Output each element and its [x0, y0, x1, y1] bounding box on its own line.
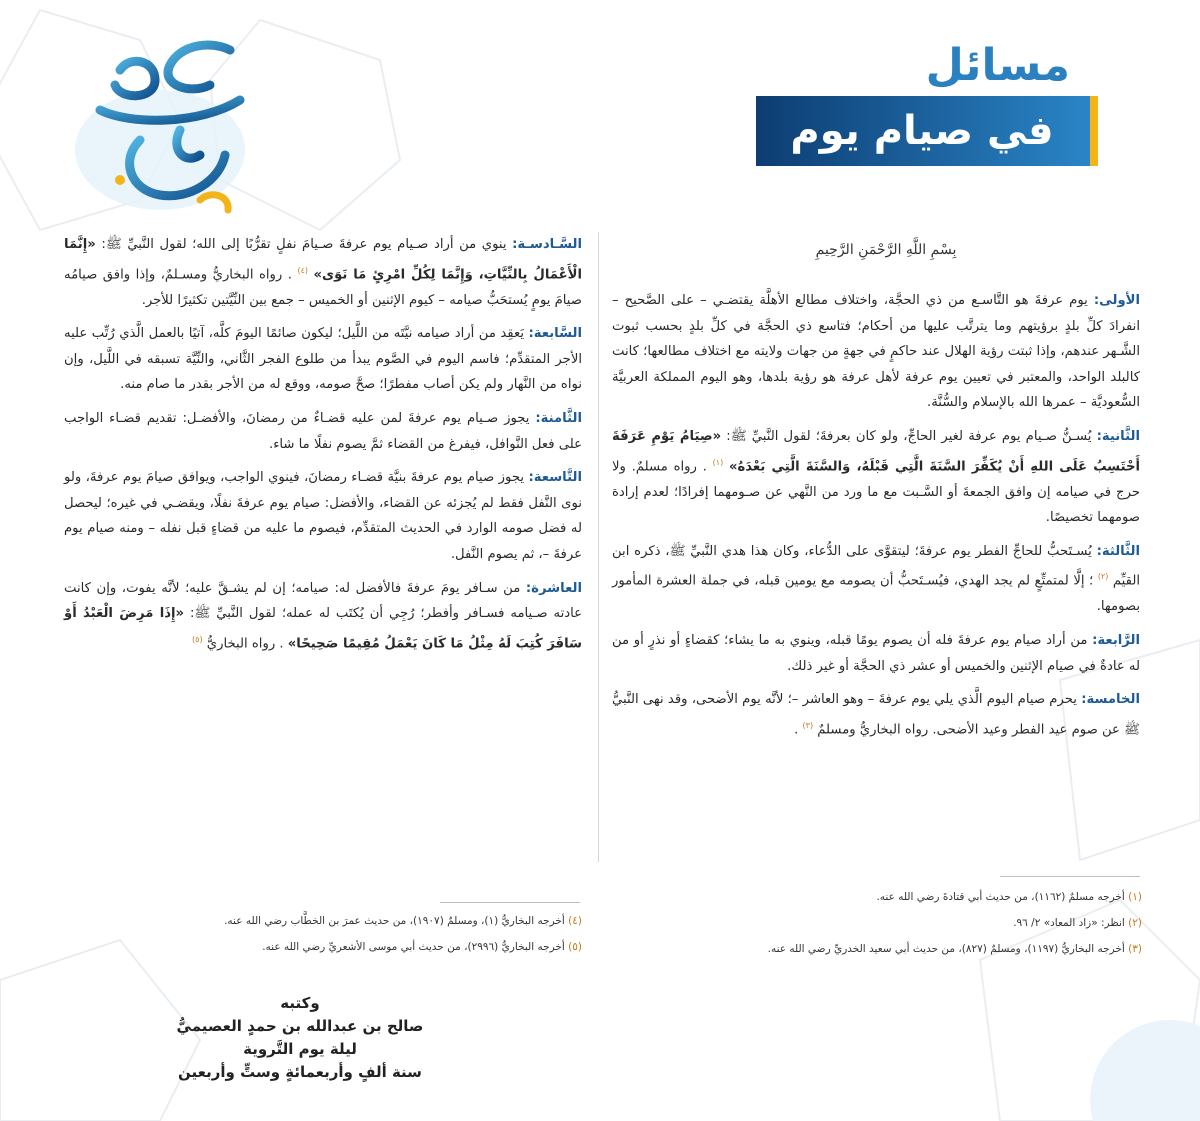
logo [60, 30, 280, 220]
paragraph [612, 687, 1140, 743]
page-title [740, 38, 1100, 94]
left-column [64, 232, 582, 665]
signature-author: صالح بن عبدالله بن حمدٍ العصيميُّ [176, 1017, 424, 1035]
paragraph-text: يُسـتَحبُّ للحاجِّ الفطر يوم عرفةَ؛ ليتقوَّى على الدُّعاء، وكان هذا هدي النَّبيِّ ﷺ، ذكره ابن القيِّم [612, 543, 1141, 589]
bismillah: بِسْمِ اللَّهِ الرَّحْمَنِ الرَّحِيمِ [815, 242, 957, 258]
footnote-ref: (١) [712, 457, 724, 467]
hadith-quote: «إِنَّمَا الْأَعْمَالُ بِالنِّيَّاتِ، وَإِنَّمَا لِكُلِّ امْرِئٍ مَا نَوَى» [64, 237, 582, 282]
signature-date: ليلة يوم التَّروية [243, 1040, 357, 1058]
paragraph [64, 321, 582, 398]
paragraph [64, 465, 582, 567]
hadith-quote: «إِذَا مَرِضَ الْعَبْدُ أَوْ سَافَرَ كُتِبَ لَهُ مِثْلُ مَا كَانَ يَعْمَلُ مُقِيمًا صَحِيحًا» [64, 606, 582, 652]
footnote-number: (٣) [1128, 943, 1142, 955]
column-divider [598, 232, 599, 862]
footnote [680, 884, 1142, 910]
footnote-ref: (٣) [802, 720, 814, 730]
paragraph-text: يحرم صيام اليوم الَّذي يلي يوم عرفةَ – وهو العاشر –؛ لأنَّه يوم الأضحى، وقد نهى النَّبيُّ ﷺ عن صوم عيد الفطر وعيد الأضحى. رواه البخاريُّ ومسلمٌ [612, 692, 1140, 738]
paragraph-label: السَّابعة: [528, 326, 582, 342]
paragraph [64, 576, 582, 657]
footnote-number: (٥) [568, 941, 582, 953]
paragraph-text: يجوز صيام يوم عرفةَ بنيَّة قضـاء رمضانَ، فينوي الواجب، ويوافق صيامَ يوم عرفةَ، ولو نوى النَّفل فقط لم يُجزئه عن القضاء، والأفضل: صيام يوم عرفةَ نفلًا، ويقضـي في غيره؛ ليحصل له فضل صومه الوارد في الحديث المتقدِّم، فيصوم ما عليه من قضاءٍ قبل نفله – ومنه صيام يوم عرفةَ –، ثم يصوم النَّفل. [64, 470, 582, 562]
footnote-ref: (٢) [1097, 572, 1109, 582]
paragraph-text: . [794, 722, 799, 738]
footnote-text: انظر: «زاد المعاد» ٢/ ٩٦. [1013, 917, 1125, 929]
title-bottom: في صيام يوم عرفة [790, 108, 1054, 224]
signature-year: سنة ألفٍ وأربعمائةٍ وستٍّ وأربعين [178, 1063, 422, 1081]
paragraph [612, 288, 1140, 416]
logo-calligraphy-icon [60, 30, 280, 220]
footnote-number: (٤) [568, 915, 582, 927]
paragraph-text: ؛ إلَّا لمتمتِّعٍ لم يجد الهدي، فيُسـتَحبُّ أن يصومه مع يومين قبله، في جملة العشرة المأمور بصومها. [612, 573, 1140, 615]
title-top: مسائل [925, 40, 1070, 91]
paragraph-text: ينوي من أراد صـيام يوم عرفةَ صـيامَ نفلٍ تقرُّبًا إلى الله؛ لقول النَّبيِّ ﷺ: [101, 237, 507, 252]
footnote [680, 936, 1142, 962]
paragraph-label: التَّاسعة: [528, 470, 582, 486]
footnote-separator [1000, 876, 1140, 877]
paragraph-label: الثَّالثة: [1096, 543, 1140, 559]
paragraph-text: . رواه البخاريُّ ومسـلمٌ، وإذا وافق صيامُه صيامَ يومٍ يُستحَبُّ صيامه – كيوم الإثنين أو الخميس – جمع بين النِّيَّتين تكثيرًا للأجر. [64, 266, 582, 308]
paragraph [612, 539, 1140, 620]
footnote-ref: (٥) [192, 634, 203, 644]
footnote [680, 910, 1142, 936]
paragraph [64, 232, 582, 313]
paragraph-text: يَعقِد من أراد صيامه نيَّتَه من اللَّيل؛ ليكون صائمًا اليومَ كلَّه، آتيًا بالعمل الَّذي رُتِّب عليه الأجر المتقدِّم؛ فاسم اليوم في الصَّوم يبدأ من طلوع الفجر الثَّاني، والنِّيَّة تسبقه في اللَّيل، وإن نواه من النَّهار ولم يكن أصاب مفطرًا؛ صحَّ صومه، ووقع له من الأجر بقدر ما صام منه. [64, 326, 582, 393]
footnote [180, 934, 582, 960]
paragraph-text: يجوز صـيام يوم عرفةَ لمن عليه قضـاءٌ من رمضانَ، والأفضـل: تقديم قضـاء الواجب على فعل النَّوافل، فيفرغ من القضاء ثمَّ يصوم نفلًا ما شاء. [64, 410, 582, 452]
paragraph-text: . رواه البخاريُّ [206, 636, 284, 652]
footnote-number: (١) [1128, 891, 1142, 903]
paragraph-text: من أراد صيام يوم عرفةَ فله أن يصوم يومًا قبله، وينوي به ما يشاء؛ كقضاءٍ أو نذرٍ أو من له عادةٌ في صيام الإثنين والخميس أو عشر ذي الحجَّة أو غير ذلك. [612, 632, 1140, 674]
signature [150, 992, 450, 1084]
paragraph-label: الرَّابعة: [1092, 632, 1140, 648]
paragraph-text: . رواه مسلمٌ. ولا حرج في صيامه إن وافق الجمعةَ أو السَّـبت مع ما ورد من النَّهي عن صـومهما إفرادًا؛ لعدم إرادة صومهما تخصيصًا. [612, 458, 1140, 526]
footnote-number: (٢) [1128, 917, 1142, 929]
paragraph-text: يوم عرفةَ هو التَّاسـع من ذي الحجَّة، واختلاف مطالع الأهلَّة يقتضـي – على الصَّحيح – انفرادَ كلِّ بلدٍ برؤيتهم وما يترتَّب عليها من أحكام؛ فتاسع ذي الحجَّة في كلِّ بلدٍ بحسب ثبوت الشَّـهر عندهم، وإذا ثبتت رؤية الهلال عند حاكمٍ في جهةٍ من جهات ولايته مع اختلاف مطالعها؛ كانت كالبلد الواحد، والمعتبر في تعيين يوم عرفة لأهل عرفة هو رؤية بلدها، وهو اليوم المملكة العربيَّة السُّعوديَّة – عمرها الله بالإسلام والسُّنَّة. [612, 293, 1140, 411]
footnote-text: أخرجه البخاريُّ (٢٩٩٦)، من حديث أبي موسى الأشعريِّ رضي الله عنه. [262, 941, 565, 953]
paragraph-text: يُسـنُّ صـيام يوم عرفة لغير الحاجِّ، ولو كان بعرفةَ؛ لقول النَّبيِّ ﷺ: [726, 428, 1092, 444]
paragraph-text: من سـافر يومَ عرفةَ فالأفضل له: صيامه؛ إن لم يشـقَّ عليه؛ لأنَّه يفوت، وإن كانت عادته صـيامه فسـافر وأفطر؛ رُجِي أن يُكتَب له عمله؛ لقول النَّبيِّ ﷺ: [64, 580, 583, 622]
footnote-ref: (٤) [297, 265, 308, 275]
right-column [612, 288, 1140, 751]
footnote [180, 908, 582, 934]
signature-line: وكتبه [280, 994, 320, 1012]
paragraph-label: الأولى: [1093, 293, 1140, 308]
paragraph [64, 406, 582, 457]
footnote-separator [440, 902, 580, 903]
footnotes-left [180, 908, 582, 960]
footnote-text: أخرجه البخاريُّ (١)، ومسلمٌ (١٩٠٧)، من حديث عمرَ بن الخطَّاب رضي الله عنه. [224, 915, 565, 927]
footnote-text: أخرجه البخاريُّ (١١٩٧)، ومسلمٌ (٨٢٧)، من حديث أبي سعيد الخدريِّ رضي الله عنه. [767, 943, 1125, 955]
paragraph [612, 628, 1140, 679]
paragraph-label: السَّـادسـة: [512, 237, 582, 252]
paragraph-label: الخامسة: [1081, 692, 1140, 708]
footnotes-right [680, 884, 1142, 962]
hadith-quote: «صِيَامُ يَوْمِ عَرَفَةَ أَحْتَسِبُ عَلَى اللهِ أَنْ يُكَفِّرَ السَّنَةَ الَّتِي قَبْلَهُ، وَالسَّنَةَ الَّتِي بَعْدَهُ» [612, 428, 1140, 474]
paragraph-label: العاشرة: [525, 580, 582, 596]
paragraph-label: الثَّانية: [1096, 428, 1140, 444]
title-accent-bar [1090, 96, 1098, 166]
paragraph-label: الثَّامنة: [535, 410, 582, 426]
paragraph [612, 424, 1140, 531]
footnote-text: أخرجه مسلمٌ (١١٦٢)، من حديث أبي قتادةَ رضي الله عنه. [876, 891, 1125, 903]
